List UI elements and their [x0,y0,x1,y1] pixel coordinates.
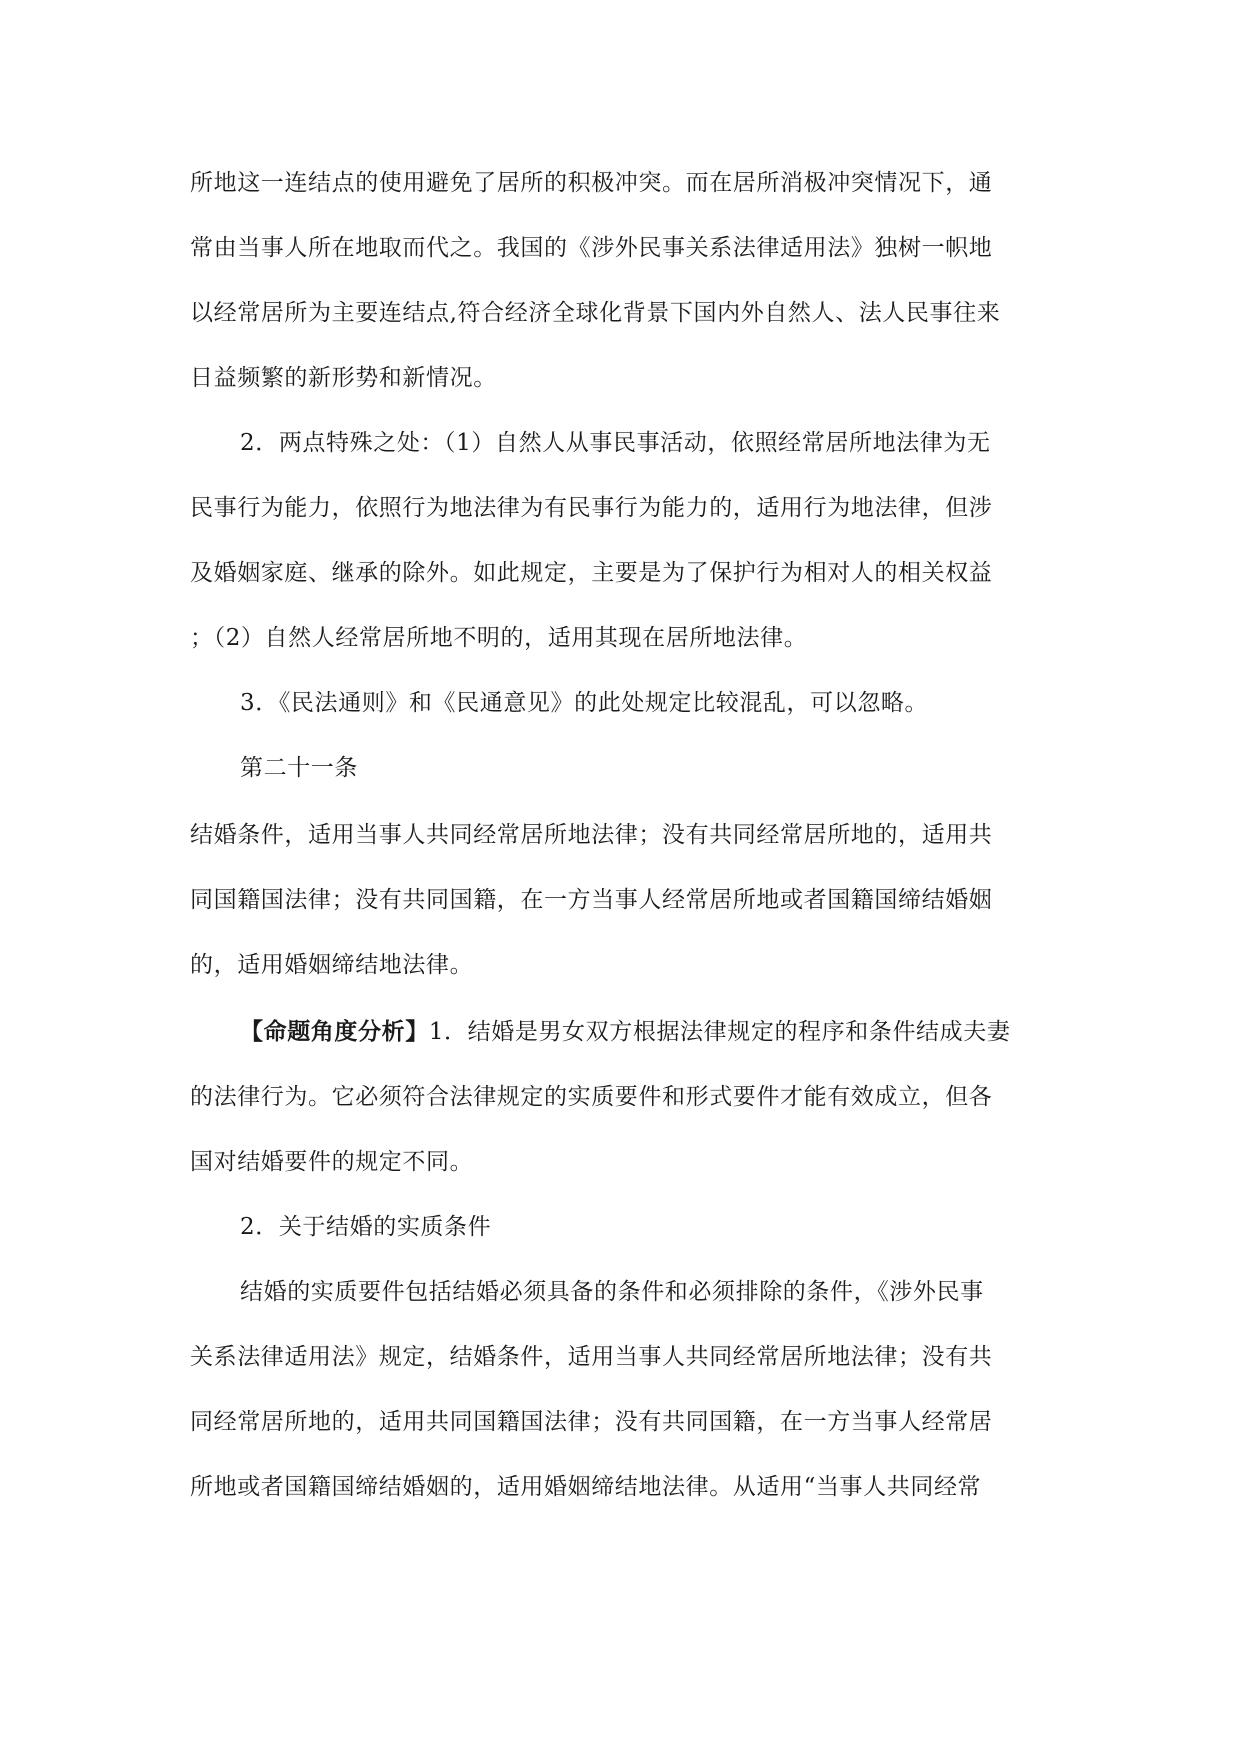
text-line: 国对结婚要件的规定不同。 [190,1149,474,1175]
text-line: 同国籍国法律；没有共同国籍，在一方当事人经常居所地或者国籍国缔结婚姻 [190,887,993,913]
text-line: 日益频繁的新形势和新情况。 [190,365,497,391]
text-line: 结婚条件，适用当事人共同经常居所地法律；没有共同经常居所地的，适用共 [190,822,993,848]
text-line: 及婚姻家庭、继承的除外。如此规定，主要是为了保护行为相对人的相关权益 [190,560,993,586]
text-line: 2．两点特殊之处：（1）自然人从事民事活动，依照经常居所地法律为无 [240,430,991,456]
text-line: 所地这一连结点的使用避免了居所的积极冲突。而在居所消极冲突情况下，通 [190,170,993,196]
text-line: 2．关于结婚的实质条件 [240,1214,492,1240]
text-line: 3．《民法通则》和《民通意见》的此处规定比较混乱，可以忽略。 [240,690,929,716]
text-line: 同经常居所地的，适用共同国籍国法律；没有共同国籍，在一方当事人经常居 [190,1409,993,1435]
text-line: 民事行为能力，依照行为地法律为有民事行为能力的，适用行为地法律，但涉 [190,495,993,521]
text-line: 的，适用婚姻缔结地法律。 [190,952,474,978]
analysis-line [240,1017,1120,1047]
text-line: 关系法律适用法》规定，结婚条件，适用当事人共同经常居所地法律；没有共 [190,1344,993,1370]
article-heading: 第二十一条 [240,755,358,781]
text-line: 的法律行为。它必须符合法律规定的实质要件和形式要件才能有效成立，但各 [190,1084,993,1110]
text-line: 结婚的实质要件包括结婚必须具备的条件和必须排除的条件，《涉外民事 [240,1279,984,1305]
text-line: ；（2）自然人经常居所地不明的，适用其现在居所地法律。 [190,625,808,651]
analysis-heading: 【命题角度分析】 [240,1018,429,1045]
text-line: 以经常居所为主要连结点,符合经济全球化背景下国内外自然人、法人民事往来 [190,300,1001,326]
text-line: 常由当事人所在地取而代之。我国的《涉外民事关系法律适用法》独树一帜地 [190,235,993,261]
analysis-text: 1．结婚是男女双方根据法律规定的程序和条件结成夫妻 [428,1019,1011,1045]
text-line: 所地或者国籍国缔结婚姻的，适用婚姻缔结地法律。从适用“当事人共同经常 [190,1474,982,1500]
